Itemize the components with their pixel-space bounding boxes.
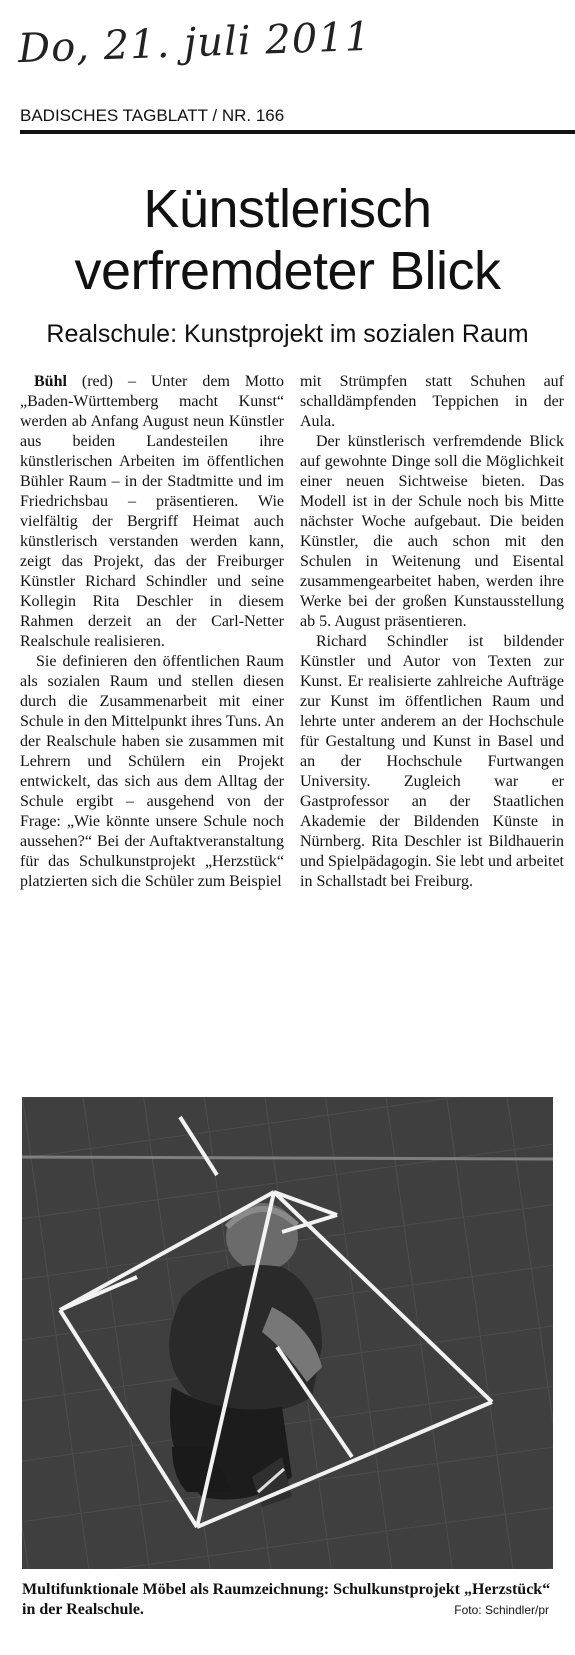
article-headline (0, 178, 575, 302)
article-dateline: Bühl (34, 373, 67, 390)
article-body (20, 372, 565, 892)
handwritten-date: Do, 21. juli 2011 (17, 13, 372, 73)
article-paragraph-1 (20, 372, 284, 652)
article-column-right (300, 372, 564, 892)
photo-illustration (22, 1097, 553, 1569)
newspaper-masthead: BADISCHES TAGBLATT / NR. 166 (20, 106, 575, 134)
headline-line-1: Künstlerisch (143, 179, 432, 239)
article-paragraph-2: Sie definieren den öffentlichen Raum als sozialen Raum und stellen diesen durch die Zusammenarbeit mit einer Schule in den Mittelpunkt ihres Tuns. An der Realschule haben sie zusammen mit Lehrern und Schülern ein Projekt entwickelt, das sich aus dem Alltag der Schule ergibt – ausgehend von der Frage: „Wie könnte unsere Schule noch aussehen?“ Bei der Auftaktveranstaltung für das Schulkunstprojekt „Herzstück“ platzierten sich die Schüler zum Beispiel (20, 653, 284, 890)
article-paragraph-2-continued: mit Strümpfen statt Schuhen auf schalldämpfenden Teppichen in der Aula. (300, 373, 564, 430)
article-subheadline: Realschule: Kunstprojekt im sozialen Raum (46, 320, 529, 348)
article-column-left (20, 372, 284, 892)
article-paragraph-3: Der künstlerisch verfremdende Blick auf gewohnte Dinge soll die Möglichkeit einer neuen Sichtweise bieten. Das Modell ist in der Schule noch bis Mitte nächster Woche aufgebaut. Die beiden Künstler, die auch schon mit den Schulen in Weitenung und Eisental zusammengearbeitet haben, werden ihre Werke bei der großen Kunstausstellung ab 5. August präsentieren. (300, 433, 564, 630)
headline-line-2: verfremdeter Blick (74, 241, 501, 301)
article-paragraph-4: Richard Schindler ist bildender Künstler und Autor von Texten zur Kunst. Er realisierte zahlreiche Aufträge zur Kunst im öffentlichen Raum und lehrte unter anderem an der Hochschule für Gestaltung und Kunst in Basel und an der Hochschule Furtwangen University. Zugleich war er Gastprofessor an der Staatlichen Akademie der Bildenden Künste in Nürnberg. Rita Deschler ist Bildhauerin und Spielpädagogin. Sie lebt und arbeitet in Schallstadt bei Freiburg. (300, 633, 564, 890)
photo-caption: Multifunktionale Möbel als Raumzeichnung: Schulkunstprojekt „Herzstück“ in der Realschule. (22, 1581, 551, 1618)
photo-credit: Foto: Schindler/pr (454, 1603, 549, 1617)
article-paragraph-1-text: (red) – Unter dem Motto „Baden-Württemberg macht Kunst“ werden ab Anfang August neun Künstler aus beiden Landesteilen ihre künstlerischen Arbeiten im öffentlichen Bühler Raum – in der Stadtmitte und im Friedrichsbau – präsentieren. Wie vielfältig der Bergriff Heimat auch künstlerisch verstanden werden kann, zeigt das Projekt, das der Freiburger Künstler Richard Schindler und seine Kollegin Rita Deschler in diesem Rahmen derzeit an der Carl-Netter Realschule realisieren. (20, 373, 284, 650)
article-photo (22, 1097, 553, 1569)
